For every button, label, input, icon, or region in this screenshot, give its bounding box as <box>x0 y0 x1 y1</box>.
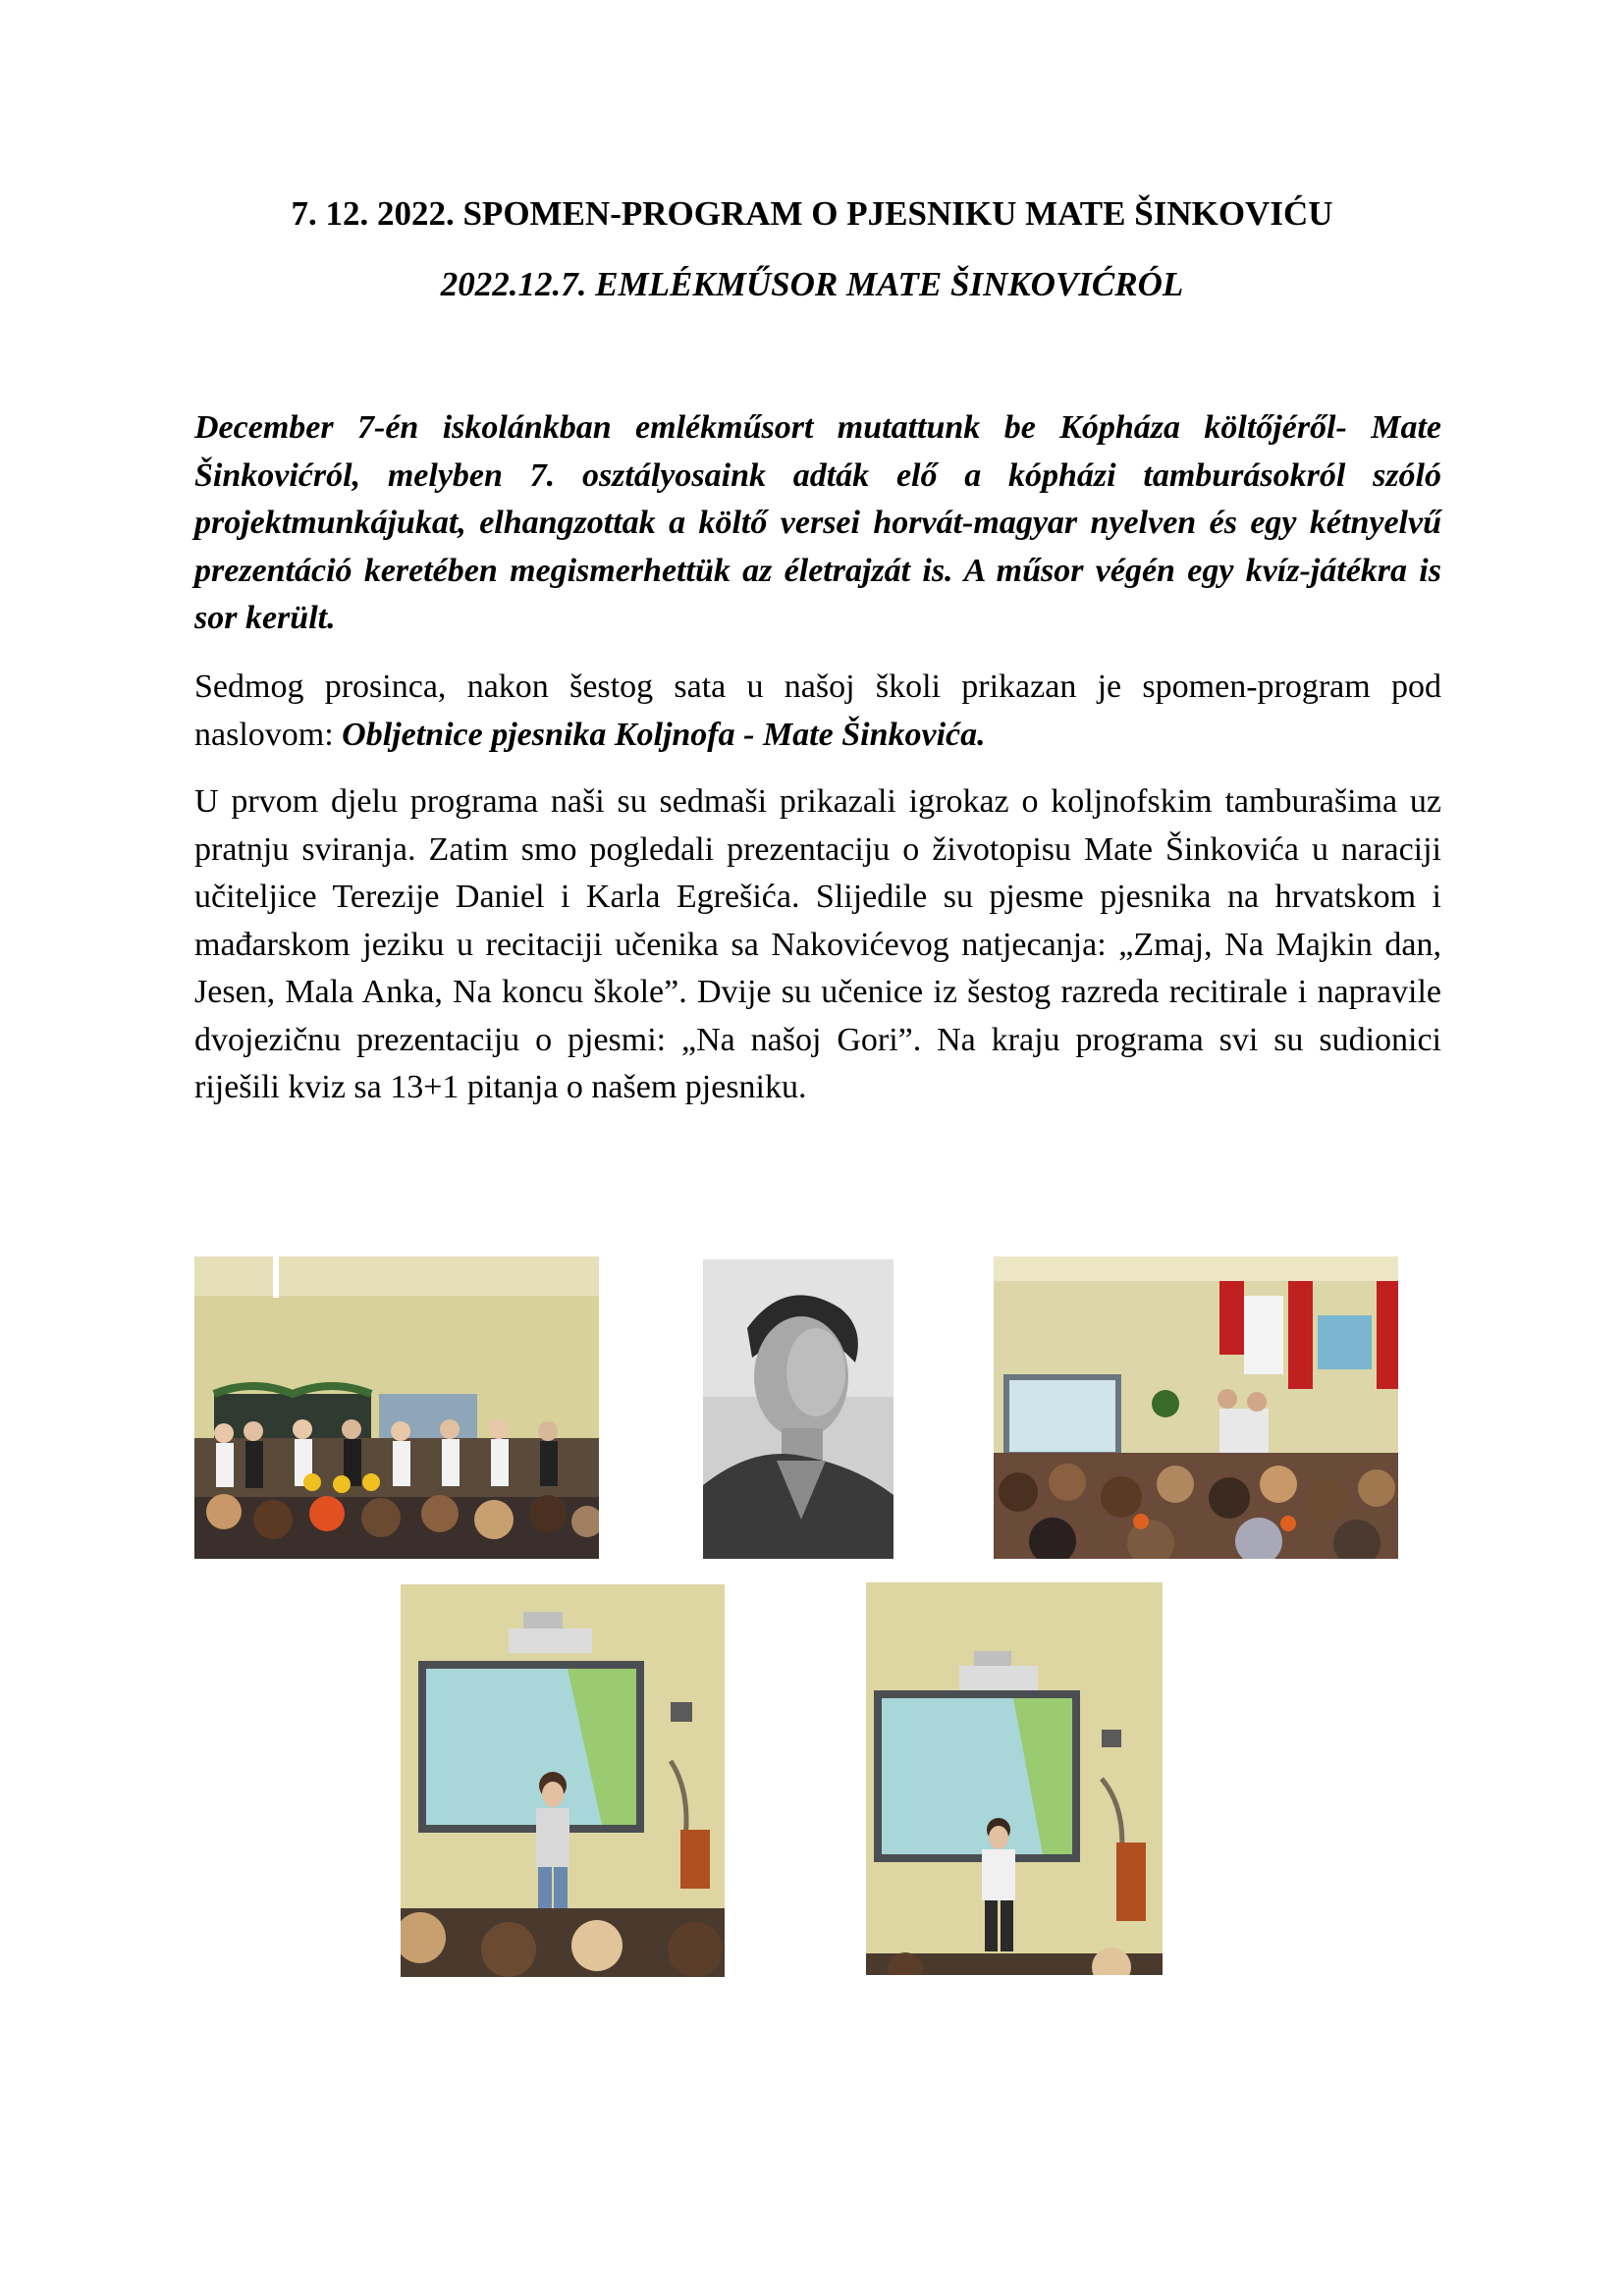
photo-poet-portrait <box>703 1259 893 1559</box>
paragraph-croatian-2: U prvom djelu programa naši su sedmaši prikazali igrokaz o koljnofskim tamburašima uz pratnju sviranja. Zatim smo pogledali prezentaciju o životopisu Mate Šinkovića u naraciji učiteljice Terezije Daniel i Karla Egrešića. Slijedile su pjesme pjesnika na hrvatskom i mađarskom jeziku u recitaciji učenika sa Nakovićevog natjecanja: „Zmaj, Na Majkin dan, Jesen, Mala Anka, Na koncu škole”. Dvije su učenice iz šestog razreda recitirale i napravile dvojezičnu prezentaciju o pjesmi: „Na našoj Gori”. Na kraju programa svi su sudionici riješili kviz sa 13+1 pitanja o našem pjesniku. <box>194 783 1441 1105</box>
photo-tambura-performance <box>194 1256 599 1559</box>
paragraph-croatian-1 <box>194 664 1441 759</box>
photo-girl-reciting <box>401 1584 725 1977</box>
paragraph-hungarian: December 7-én iskolánkban emlékműsort mutattunk be Kópháza költőjéről- Mate Šinkovićról, melyben 7. osztályosaink adták elő a kópházi tamburásokról szóló projektmunkájukat, elhangzottak a költő versei horvát-magyar nyelven és egy kétnyelvű prezentáció keretében megismerhettük az életrajzát is. A műsor végén egy kvíz-játékra is sor került. <box>194 409 1441 636</box>
title-hungarian: 2022.12.7. EMLÉKMŰSOR MATE ŠINKOVIĆRÓL <box>440 265 1184 303</box>
program-title: Obljetnice pjesnika Koljnofa - Mate Šinkovića. <box>342 716 986 753</box>
photo-presentation-audience <box>994 1256 1398 1559</box>
paragraph-croatian-1-lead: Sedmog prosinca, nakon šestog sata u našoj školi prikazan je spomen-program pod naslovom: <box>194 668 1441 753</box>
title-croatian: 7. 12. 2022. SPOMEN-PROGRAM O PJESNIKU MATE ŠINKOVIĆU <box>291 194 1333 233</box>
photo-boy-reciting <box>866 1582 1163 1975</box>
